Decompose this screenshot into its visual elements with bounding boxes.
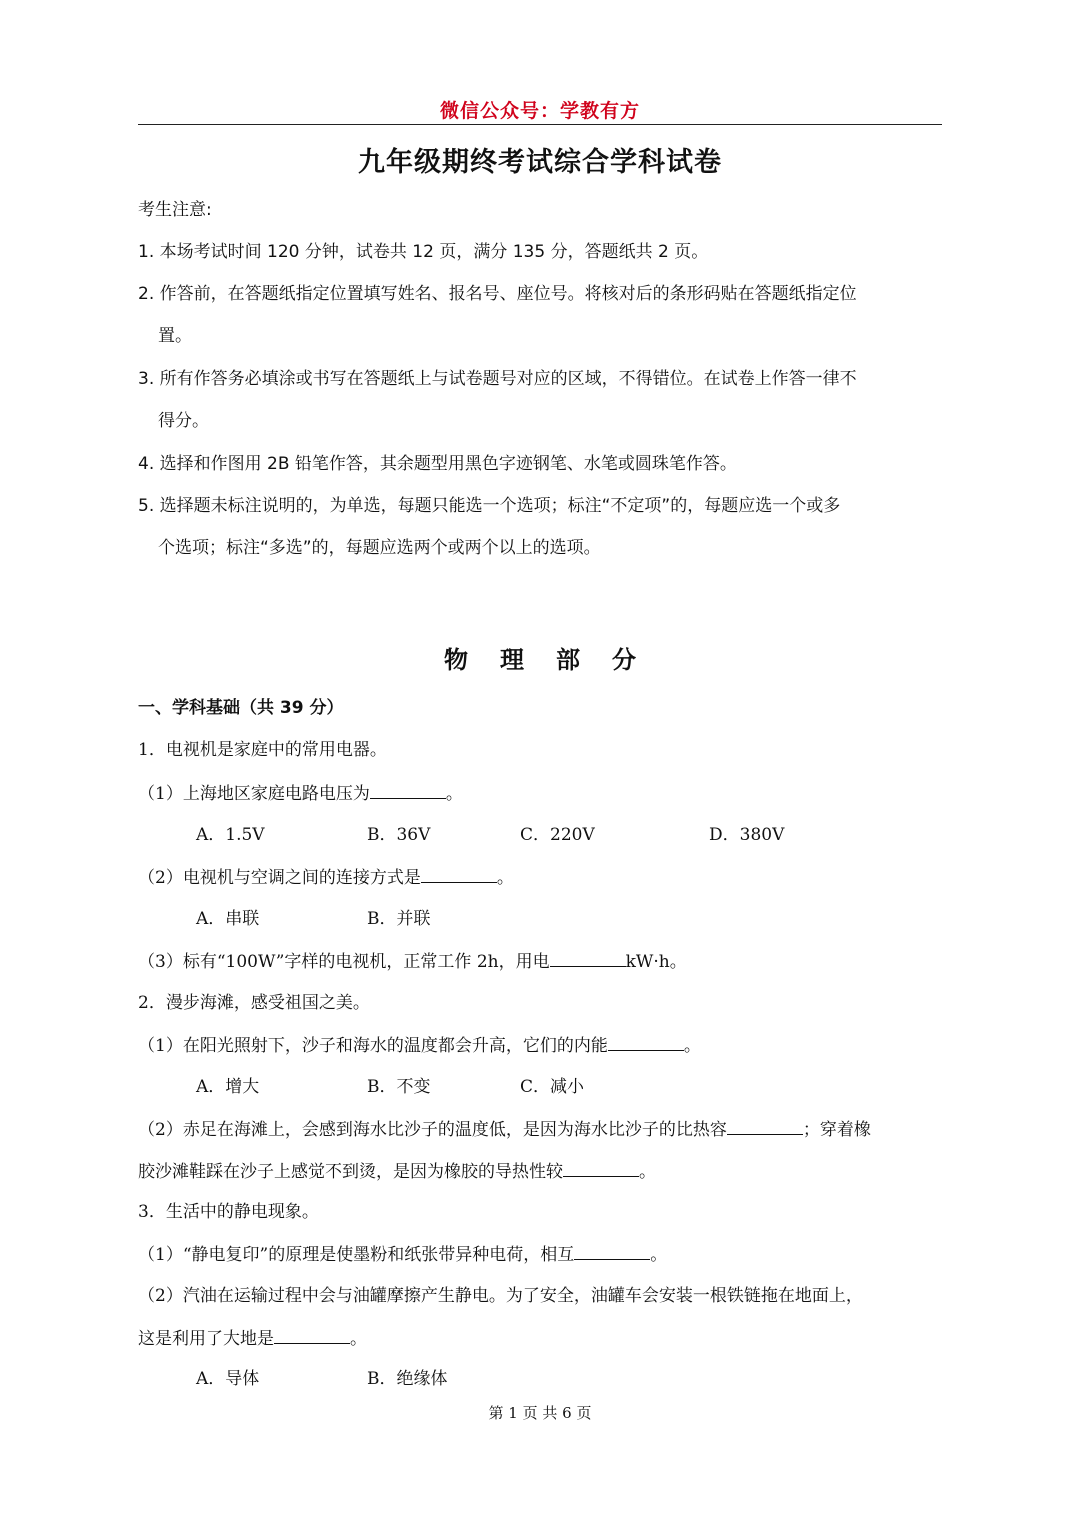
option-c: C．220V [520,825,595,845]
q1-s2-text: （2）电视机与空调之间的连接方式是 [138,868,421,888]
q1-s2-end: 。 [496,868,514,888]
option-d: D．380V [709,825,785,845]
wechat-header: 微信公众号：学教有方 [439,100,640,122]
option-b: B．绝缘体 [367,1369,448,1389]
answer-blank[interactable] [563,1159,639,1177]
q2-s2-end: 。 [639,1162,656,1182]
option-b: B．并联 [367,909,431,929]
answer-blank[interactable] [274,1326,350,1344]
question-1-sub3 [138,949,687,974]
q3-s1-text: （1）“静电复印”的原理是使墨粉和纸张带异种电荷，相互 [138,1245,575,1265]
note-item: 2. 作答前，在答题纸指定位置填写姓名、报名号、座位号。将核对后的条形码贴在答题纸指定位 [138,284,857,304]
note-item: 1. 本场考试时间 120 分钟，试卷共 12 页，满分 135 分，答题纸共 2 页。 [138,242,709,262]
option-c: C．减小 [520,1077,585,1097]
question-1-sub2 [138,865,514,890]
note-item: 置。 [158,326,192,346]
option-a: A．导体 [196,1369,260,1389]
q3-s1-end: 。 [650,1245,668,1265]
section-char: 部 [556,646,580,674]
note-item: 3. 所有作答务必填涂或书写在答题纸上与试卷题号对应的区域，不得错位。在试卷上作答一律不 [138,369,857,389]
q1-s3-end: kW·h。 [625,952,687,972]
q1-s1-text: （1）上海地区家庭电路电压为 [138,784,370,804]
answer-blank[interactable] [727,1117,803,1135]
question-2-sub2-line1 [138,1117,871,1142]
question-2-stem: 2．漫步海滩，感受祖国之美。 [138,993,370,1013]
section-char: 分 [612,646,636,674]
header-rule [138,124,942,125]
q3-s2-text: 这是利用了大地是 [138,1329,274,1349]
answer-blank[interactable] [370,781,446,799]
q2-s2-text2: 胶沙滩鞋踩在沙子上感觉不到烫，是因为橡胶的导热性较 [138,1162,563,1182]
question-3-sub1 [138,1242,667,1267]
note-item: 个选项；标注“多选”的，每题应选两个或两个以上的选项。 [158,538,601,558]
option-a: A．串联 [196,909,260,929]
question-1-sub1 [138,781,463,806]
option-b: B．36V [367,825,431,845]
q2-s2-cont: ；穿着橡 [802,1120,871,1140]
note-item: 5. 选择题未标注说明的，为单选，每题只能选一个选项；标注“不定项”的，每题应选一个或多 [138,496,841,516]
note-item: 得分。 [158,411,209,431]
question-2-sub1 [138,1033,701,1058]
q2-s1-end: 。 [683,1036,701,1056]
question-3-stem: 3．生活中的静电现象。 [138,1202,319,1222]
question-1-stem: 1．电视机是家庭中的常用电器。 [138,740,387,760]
question-2-sub2-line2 [138,1159,656,1184]
option-a: A．1.5V [196,825,265,845]
answer-blank[interactable] [574,1242,650,1260]
page-title: 九年级期终考试综合学科试卷 [358,147,722,178]
q3-s2-end: 。 [350,1329,367,1349]
notes-heading: 考生注意: [138,200,212,220]
q1-s3-text: （3）标有“100W”字样的电视机，正常工作 2h，用电 [138,952,550,972]
section-char: 理 [500,646,524,674]
part1-heading: 一、学科基础（共 39 分） [138,698,344,718]
page-footer: 第 1 页 共 6 页 [488,1404,592,1422]
section-char: 物 [444,646,468,674]
answer-blank[interactable] [421,865,497,883]
option-b: B．不变 [367,1077,431,1097]
option-a: A．增大 [196,1077,260,1097]
note-item: 4. 选择和作图用 2B 铅笔作答，其余题型用黑色字迹钢笔、水笔或圆珠笔作答。 [138,454,737,474]
q2-s1-text: （1）在阳光照射下，沙子和海水的温度都会升高，它们的内能 [138,1036,608,1056]
answer-blank[interactable] [550,949,626,967]
answer-blank[interactable] [608,1033,684,1051]
question-3-sub2-line1: （2）汽油在运输过程中会与油罐摩擦产生静电。为了安全，油罐车会安装一根铁链拖在地面上， [138,1286,863,1306]
question-3-sub2-line2 [138,1326,367,1351]
q2-s2-text: （2）赤足在海滩上，会感到海水比沙子的温度低，是因为海水比沙子的比热容 [138,1120,727,1140]
section-title [0,640,1080,675]
q1-s1-end: 。 [445,784,463,804]
